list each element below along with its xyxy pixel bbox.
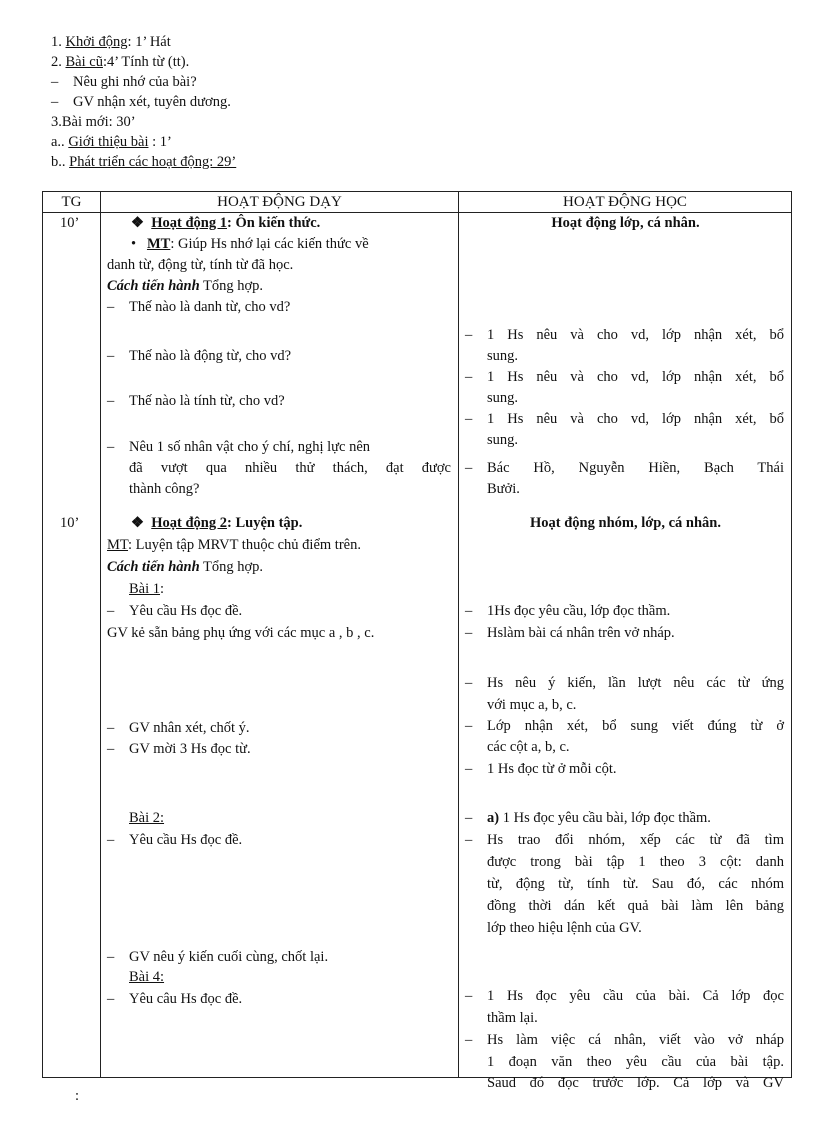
intro-line-5: 3.Bài mới: 30’	[51, 114, 136, 130]
teaching-column: ❖ Hoạt động 1: Ôn kiến thức. • MT: Giúp Hs nhớ lại các kiến thức về danh từ, động từ, tính từ đã học. Cách tiến hành Tổng hợp. – Thế nào là danh từ, cho vd? – Thế nào là động từ, cho vd? – Thế nào là tính từ, cho vd? – Nêu 1 số nhân vật cho ý chí, nghị lực nên đã vượt qua nhiều thử thách, đạt được thành công? ❖ Hoạt động 2: Luyện tập. MT: Luyện tập MRVT thuộc chủ điểm trên. Cách tiến hành Tổng hợp. Bài 1: – Yêu cầu Hs đọc đề. GV kẻ sẵn bảng phụ ứng với các mục a , b , c. – GV nhân xét, chốt ý. – GV mời 3 Hs đọc từ. Bài 2: – Yêu cầu Hs đọc đề. – GV nêu ý kiến cuối cùng, chốt lại. Bài 4: – Yêu câu Hs đọc đề.	[101, 213, 459, 1078]
footer-colon: :	[75, 1088, 80, 1104]
intro-line-3: – Nêu ghi nhớ của bài?	[51, 74, 197, 90]
learning-column: Hoạt động lớp, cá nhân. – 1 Hs nêu và cho vd, lớp nhận xét, bổ sung. – 1 Hs nêu và cho vd, lớp nhận xét, bổ sung. – 1 Hs nêu và cho vd, lớp nhận xét, bổ sung. – Bác Hồ, Nguyễn Hiền, Bạch Thái Bưởi. Hoạt động nhóm, lớp, cá nhân. – 1Hs đọc yêu cầu, lớp đọc thầm. – Hslàm bài cá nhân trên vở nháp. – Hs nêu ý kiến, lần lượt nêu các từ ứng với mục a, b, c. – Lớp nhận xét, bổ sung viết đúng từ ở các cột a, b, c. – 1 Hs đọc từ ở mỗi cột. – a) 1 Hs đọc yêu cầu bài, lớp đọc thầm. – Hs trao đổi nhóm, xếp các từ đã tìm được trong bài tập 1 theo 3 cột: danh từ, động từ, tính từ. Sau đó, các nhóm đồng thời dán kết quả bài làm lên bảng lớp theo hiệu lệnh của GV. – 1 Hs đọc yêu cầu của bài. Cả lớp đọc thầm lại. – Hs làm việc cá nhân, viết vào vở nháp 1 đoạn văn theo yêu cầu của bài tập. Saud đó đọc trước lớp. Cả lớp và GV	[459, 213, 792, 1078]
method-2: Cách tiến hành Tổng hợp.	[107, 559, 264, 575]
intro-line-2: 2. Bài cũ:4’ Tính từ (tt).	[51, 54, 190, 70]
activity-2-learning-heading: Hoạt động nhóm, lớp, cá nhân.	[530, 515, 721, 531]
header-teaching: HOẠT ĐỘNG DẠY	[101, 192, 459, 213]
intro-line-1: 1. Khởi động: 1’ Hát	[51, 34, 171, 50]
table-header-row	[43, 192, 792, 213]
time-column	[43, 213, 101, 1078]
activity-1-learning-heading: Hoạt động lớp, cá nhân.	[551, 215, 700, 231]
objective-2: MT: Luyện tập MRVT thuộc chủ điểm trên.	[107, 537, 361, 553]
header-tg: TG	[43, 192, 101, 213]
time-1: 10’	[60, 215, 80, 231]
method-1: Cách tiến hành Tổng hợp.	[107, 278, 264, 294]
time-2: 10’	[60, 515, 80, 531]
activity-1-heading: ❖ Hoạt động 1: Ôn kiến thức.	[131, 215, 321, 231]
activity-2-heading: ❖ Hoạt động 2: Luyện tập.	[131, 515, 303, 531]
objective-1: • MT: Giúp Hs nhớ lại các kiến thức về	[131, 236, 369, 252]
table-body-row	[43, 213, 792, 1078]
intro-line-6: a.. Giới thiệu bài : 1’	[51, 134, 172, 150]
intro-line-4: – GV nhận xét, tuyên dương.	[51, 94, 231, 110]
warmup-heading: Khởi động	[65, 34, 128, 50]
exercise-1-label: Bài 1:	[129, 581, 165, 597]
header-learning: HOẠT ĐỘNG HỌC	[459, 192, 792, 213]
lesson-intro	[51, 32, 791, 172]
intro-line-7: b.. Phát triển các hoạt động: 29’	[51, 154, 237, 170]
exercise-4-label: Bài 4:	[129, 969, 165, 985]
lesson-table	[42, 191, 792, 1091]
review-heading: Bài cũ	[65, 54, 103, 70]
exercise-2-label: Bài 2:	[129, 810, 165, 826]
